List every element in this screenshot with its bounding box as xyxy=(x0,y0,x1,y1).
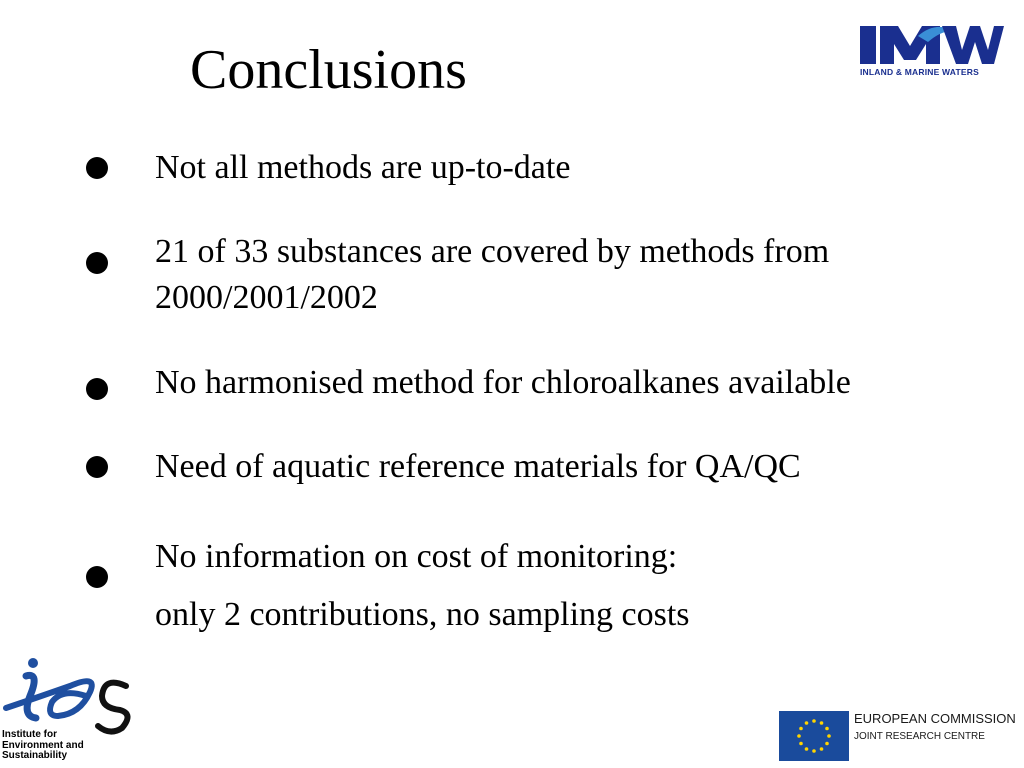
bullet-item-4 xyxy=(155,444,801,490)
bullet-item-4-line-1: Need of aquatic reference materials for QA/QC xyxy=(155,448,801,485)
bullet-item-2-line-2: 2000/2001/2002 xyxy=(155,279,378,316)
page-title: Conclusions xyxy=(190,39,467,101)
bullet-icon xyxy=(86,566,108,588)
bullet-item-5-line-2: only 2 contributions, no sampling costs xyxy=(155,596,690,633)
ies-logo-caption: Institute for Environment and Sustainability xyxy=(2,729,84,761)
imw-logo-mark xyxy=(858,22,1004,66)
ec-logo-line-1: EUROPEAN COMMISSION xyxy=(854,711,1016,726)
bullet-item-2-line-1: 21 of 33 substances are covered by methods from xyxy=(155,233,830,270)
bullet-item-2 xyxy=(155,229,829,321)
ec-logo-line-2: JOINT RESEARCH CENTRE xyxy=(854,731,985,742)
imw-logo xyxy=(858,22,1004,80)
imw-logo-caption: INLAND & MARINE WATERS xyxy=(860,67,979,77)
bullet-icon xyxy=(86,157,108,179)
bullet-item-3 xyxy=(155,360,851,406)
ies-logo-mark xyxy=(0,656,140,736)
bullet-item-1-line-1: Not all methods are up-to-date xyxy=(155,149,571,186)
bullet-icon xyxy=(86,456,108,478)
bullet-item-5 xyxy=(155,528,690,644)
bullet-item-5-line-1: No information on cost of monitoring: xyxy=(155,538,678,575)
bullet-icon xyxy=(86,252,108,274)
bullet-icon xyxy=(86,378,108,400)
bullet-item-3-line-1: No harmonised method for chloroalkanes available xyxy=(155,364,851,401)
ies-logo xyxy=(0,656,140,768)
eu-flag-icon xyxy=(779,711,849,761)
bullet-item-1 xyxy=(155,145,570,191)
